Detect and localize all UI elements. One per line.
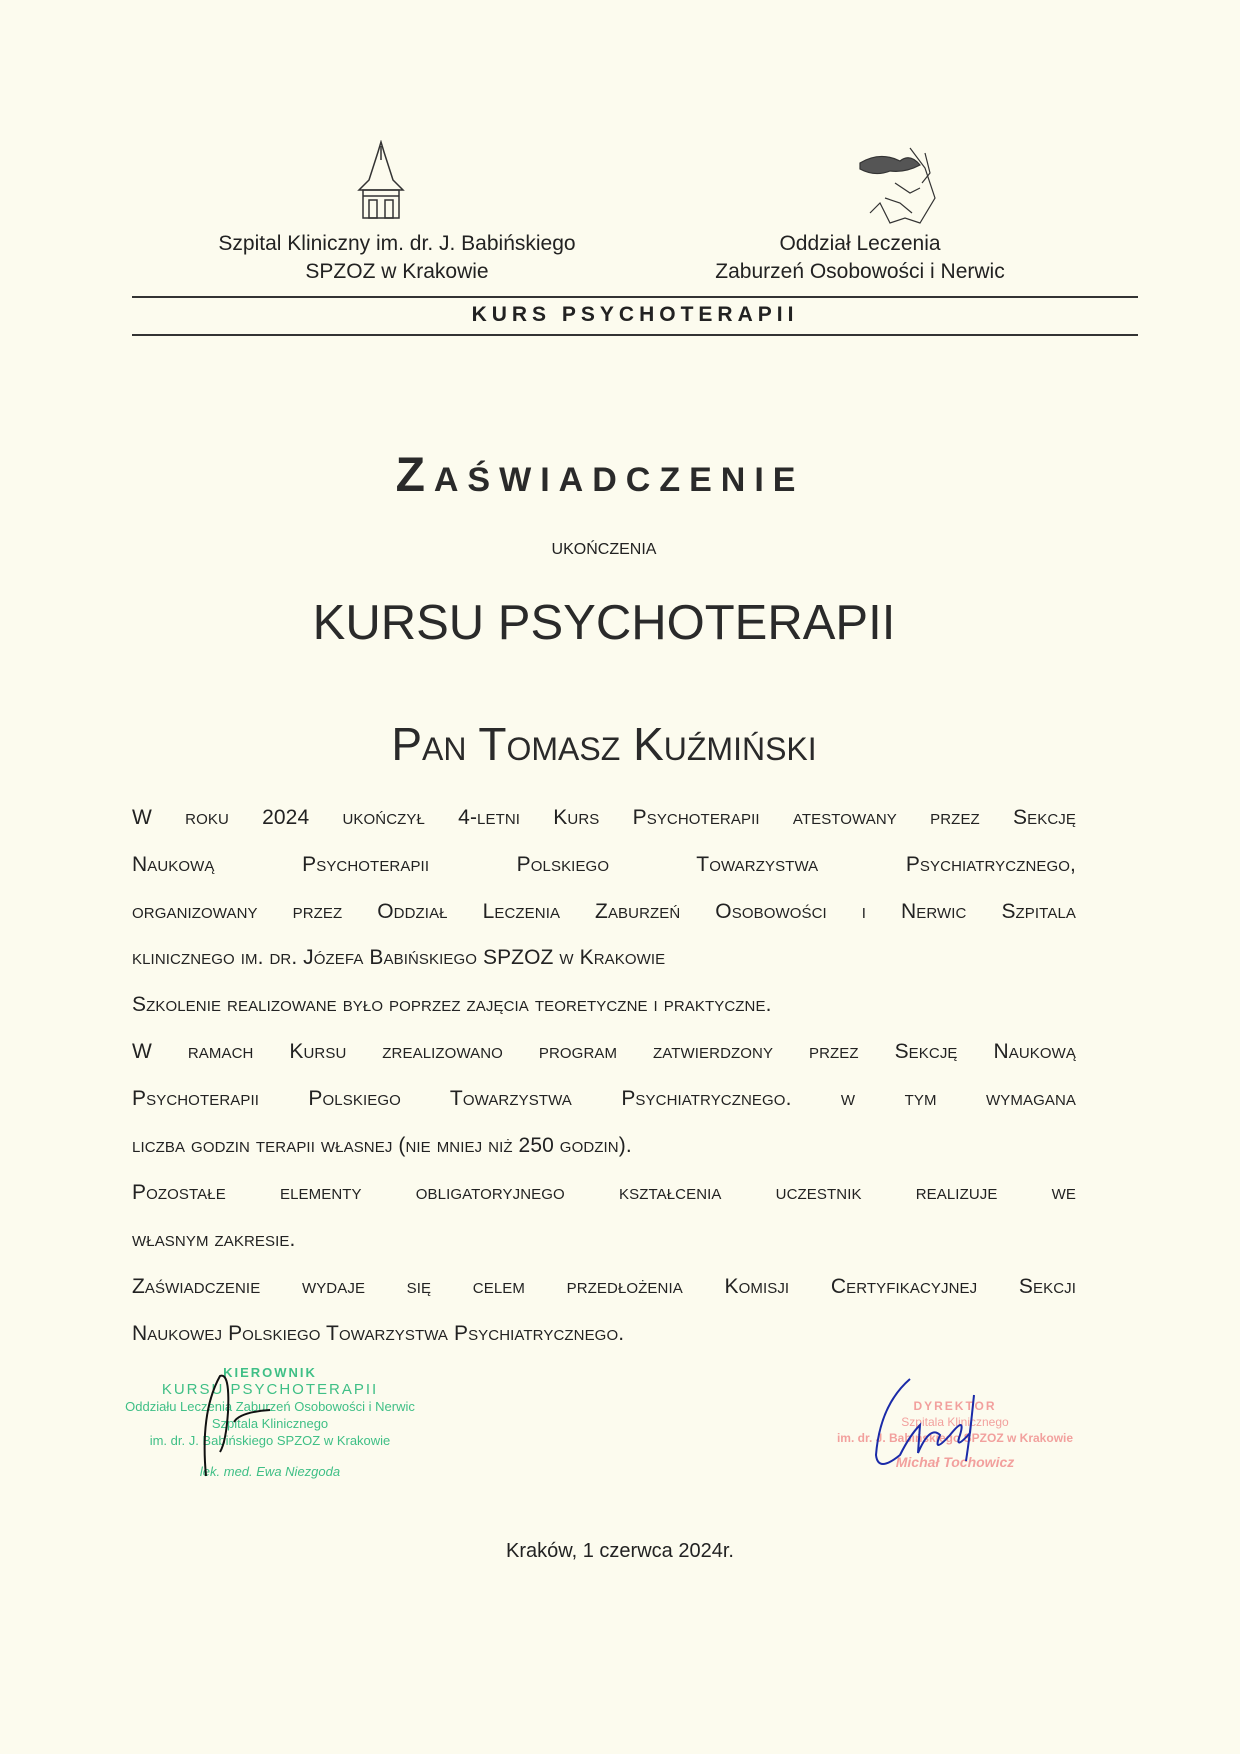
stamp-line: im. dr. J. Babińskiego SPZOZ w Krakowie	[836, 1431, 1074, 1445]
stamp-line: Oddziału Leczenia Zaburzeń Osobowości i Nerwic	[125, 1399, 415, 1414]
body-line: W ramach Kursu zrealizowano program zatwierdzony przez Sekcję Naukową	[132, 1040, 1076, 1063]
body-line: Naukową Psychoterapii Polskiego Towarzystwa Psychiatrycznego,	[132, 853, 1076, 876]
document-subtitle: UKOŃCZENIA	[551, 541, 657, 558]
stamp-line: Szpitala Klinicznego	[211, 1416, 329, 1431]
body-line: organizowany przez Oddział Leczenia Zaburzeń Osobowości i Nerwic Szpitala	[132, 900, 1076, 923]
body-line: liczba godzin terapii własnej (nie mniej niż 250 godzin).	[132, 1134, 632, 1157]
hospital-director-signature	[870, 1375, 990, 1480]
hospital-name	[167, 230, 627, 286]
stamp-line: Szpitala Klinicznego	[901, 1415, 1009, 1429]
stamp-line: DYREKTOR	[913, 1399, 997, 1413]
director-signature	[200, 1372, 300, 1487]
stamp-line: lek. med. Ewa Niezgoda	[199, 1464, 341, 1479]
stamp-line: KURSU PSYCHOTERAPII	[161, 1381, 379, 1398]
recipient-name: Pan Tomasz Kuźmiński	[391, 718, 817, 770]
body-line: Szkolenie realizowane było poprzez zajęcia teoretyczne i praktyczne.	[132, 993, 772, 1016]
issue-date: Kraków, 1 czerwca 2024r.	[506, 1540, 734, 1562]
stamp-line: KIEROWNIK	[223, 1365, 317, 1380]
ward-name-line: Oddział Leczenia	[779, 232, 941, 255]
header-divider-top	[132, 296, 1138, 298]
hospital-name-line: Szpital Kliniczny im. dr. J. Babińskiego	[218, 232, 576, 255]
body-line: Zaświadczenie wydaje się celem przedłożenia Komisji Certyfikacyjnej Sekcji	[132, 1275, 1076, 1298]
ward-name-line: Zaburzeń Osobowości i Nerwic	[715, 260, 1005, 283]
body-line: W roku 2024 ukończył 4-letni Kurs Psychoterapii atestowany przez Sekcję	[132, 806, 1076, 829]
hospital-name-line: SPZOZ w Krakowie	[305, 260, 489, 283]
body-line: Psychoterapii Polskiego Towarzystwa Psychiatrycznego. w tym wymagana	[132, 1087, 1076, 1110]
hospital-logo-house-icon	[345, 140, 417, 220]
body-line: własnym zakresie.	[132, 1228, 296, 1251]
ward-name	[680, 230, 1040, 286]
course-banner: KURS PSYCHOTERAPII	[471, 303, 799, 326]
course-name: KURSU PSYCHOTERAPII	[312, 596, 896, 650]
header-divider-bottom	[132, 334, 1138, 336]
document-title: Zaświadczenie	[395, 449, 805, 502]
stamp-line: Michał Tochowicz	[895, 1454, 1015, 1470]
body-line: Pozostałe elementy obligatoryjnego kształcenia uczestnik realizuje we	[132, 1181, 1076, 1204]
body-line: Naukowej Polskiego Towarzystwa Psychiatrycznego.	[132, 1322, 625, 1345]
stamp-line: im. dr. J. Babińskiego SPZOZ w Krakowie	[149, 1433, 391, 1448]
ward-logo-tree-icon	[850, 143, 940, 228]
body-line: klinicznego im. dr. Józefa Babińskiego SPZOZ w Krakowie	[132, 946, 666, 969]
